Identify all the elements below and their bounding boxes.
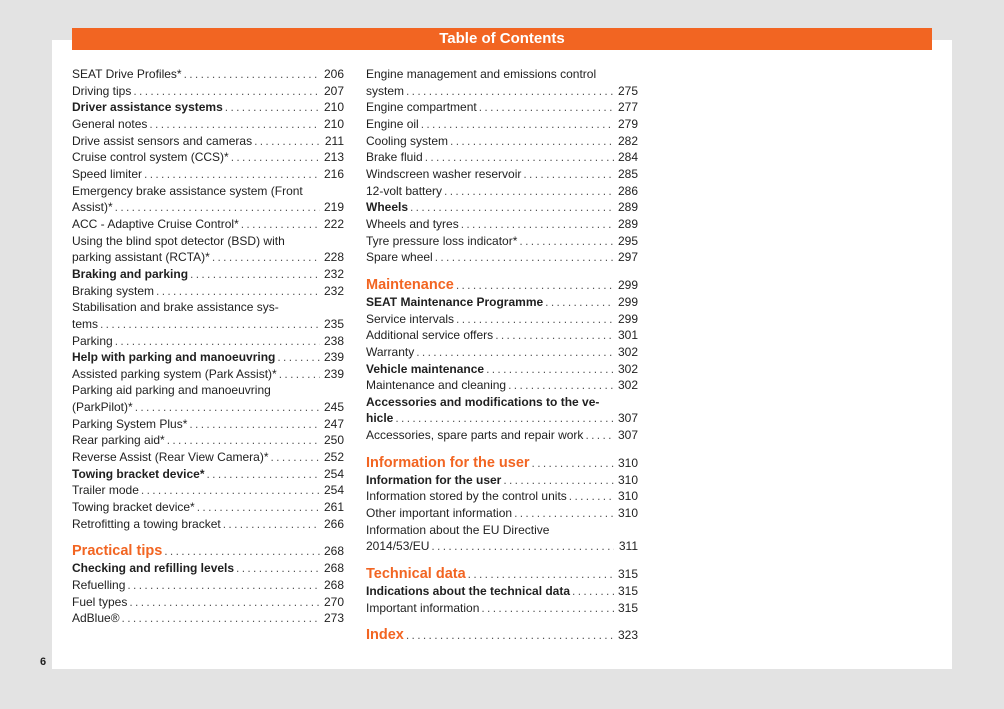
toc-entry-fuel-types[interactable] — [72, 594, 344, 611]
toc-entry-label: Technical data — [366, 566, 466, 583]
toc-entry-label: Wheels — [366, 200, 409, 215]
toc-section-practical-tips[interactable] — [72, 542, 344, 560]
dot-leader — [572, 583, 614, 600]
dot-leader — [508, 377, 614, 394]
toc-page-number: 254 — [323, 483, 344, 498]
dot-leader — [416, 344, 614, 361]
toc-entry-assist[interactable] — [72, 199, 344, 216]
toc-entry-line — [366, 66, 638, 83]
dot-leader — [129, 594, 320, 611]
toc-entry-information-for-the-user[interactable] — [366, 472, 638, 489]
toc-entry-line — [72, 233, 344, 250]
toc-entry-label: Additional service offers — [366, 328, 494, 343]
toc-page-number: 323 — [617, 628, 638, 643]
toc-page-number: 232 — [323, 266, 344, 281]
toc-entry-indications-about-the-technical-data[interactable] — [366, 583, 638, 600]
toc-page-number: 268 — [323, 544, 344, 559]
toc-page-number: 311 — [618, 539, 638, 554]
dot-leader — [486, 361, 614, 378]
toc-entry-label: Maintenance — [366, 276, 454, 293]
toc-entry-other-important-information[interactable] — [366, 505, 638, 522]
toc-page-number: 213 — [323, 150, 344, 165]
toc-entry-engine-oil[interactable] — [366, 116, 638, 133]
toc-page-number: 310 — [617, 489, 638, 504]
page-number: 6 — [40, 656, 47, 668]
dot-leader — [223, 516, 320, 533]
dot-leader — [190, 266, 320, 283]
toc-entry-label: parking assistant (RCTA)* — [72, 250, 210, 265]
toc-entry-label: Braking system — [72, 283, 155, 298]
dot-leader — [141, 482, 320, 499]
toc-entry-label: Practical tips — [72, 543, 163, 560]
toc-page-number: 239 — [323, 366, 344, 381]
toc-entry-label: Checking and refilling levels — [72, 561, 235, 576]
dot-leader — [519, 233, 614, 250]
toc-entry-tyre-pressure-loss-indicator[interactable] — [366, 233, 638, 250]
dot-leader — [144, 166, 320, 183]
dot-leader — [514, 505, 614, 522]
toc-entry-windscreen-washer-reservoir[interactable] — [366, 166, 638, 183]
toc-entry-spare-wheel[interactable] — [366, 249, 638, 266]
toc-entry-label: Emergency brake assistance system (Front — [72, 183, 303, 198]
toc-entry-adblue[interactable] — [72, 610, 344, 627]
toc-entry-label: Parking aid parking and manoeuvring — [72, 383, 271, 398]
toc-page-number: 210 — [323, 116, 344, 131]
dot-leader — [481, 600, 614, 617]
toc-page-number: 286 — [617, 183, 638, 198]
dot-leader — [184, 66, 320, 83]
toc-page-number: 284 — [617, 150, 638, 165]
toc-entry-drive-assist-sensors-and-cameras[interactable] — [72, 133, 344, 150]
dot-leader — [271, 449, 320, 466]
toc-entry-label: tems — [72, 316, 99, 331]
toc-page-number: 307 — [617, 411, 638, 426]
toc-entry-label: Using the blind spot detector (BSD) with — [72, 233, 285, 248]
toc-page-number: 273 — [323, 611, 344, 626]
toc-entry-label: Accessories and modifications to the ve- — [366, 394, 600, 409]
dot-leader — [406, 626, 614, 644]
toc-entry-label: hicle — [366, 411, 394, 426]
toc-entry-cooling-system[interactable] — [366, 133, 638, 150]
toc-banner: Table of Contents — [72, 28, 932, 50]
toc-entry-label: Cruise control system (CCS)* — [72, 150, 229, 165]
dot-leader — [523, 166, 614, 183]
dot-leader — [421, 116, 614, 133]
toc-entry-trailer-mode[interactable] — [72, 482, 344, 499]
toc-entry-12-volt-battery[interactable] — [366, 183, 638, 200]
toc-entry-label: Information for the user — [366, 472, 502, 487]
dot-leader — [212, 249, 320, 266]
toc-page-number: 252 — [323, 450, 344, 465]
dot-leader — [569, 488, 614, 505]
toc-entry-label: Speed limiter — [72, 166, 143, 181]
toc-entry-label: Stabilisation and brake assistance sys- — [72, 300, 279, 315]
toc-entry-seat-maintenance-programme[interactable] — [366, 294, 638, 311]
dot-leader — [435, 249, 614, 266]
toc-entry-label: Parking System Plus* — [72, 416, 188, 431]
dot-leader — [167, 432, 320, 449]
dot-leader — [164, 542, 320, 560]
toc-entry-label: Brake fluid — [366, 150, 423, 165]
dot-leader — [236, 560, 320, 577]
dot-leader — [156, 283, 320, 300]
toc-entry-label: Trailer mode — [72, 483, 139, 498]
toc-page-number: 207 — [323, 83, 344, 98]
toc-entry-label: Fuel types — [72, 594, 128, 609]
dot-leader — [127, 577, 320, 594]
toc-page-number: 299 — [617, 311, 638, 326]
toc-entry-acc-adaptive-cruise-control[interactable] — [72, 216, 344, 233]
toc-page-number: 297 — [617, 250, 638, 265]
toc-entry-label: Windscreen washer reservoir — [366, 166, 522, 181]
toc-entry-vehicle-maintenance[interactable] — [366, 361, 638, 378]
toc-entry-help-with-parking-and-manoeuvring[interactable] — [72, 349, 344, 366]
dot-leader — [585, 427, 614, 444]
toc-page-number: 310 — [617, 455, 638, 470]
toc-entry-refuelling[interactable] — [72, 577, 344, 594]
dot-leader — [444, 183, 614, 200]
dot-leader — [395, 410, 614, 427]
toc-section-index[interactable] — [366, 626, 638, 644]
toc-page-number: 295 — [617, 233, 638, 248]
toc-page-number: 268 — [323, 561, 344, 576]
toc-entry-label: Service intervals — [366, 311, 455, 326]
toc-entry-label: General notes — [72, 116, 148, 131]
toc-page-number: 216 — [323, 166, 344, 181]
dot-leader — [197, 499, 320, 516]
toc-entry-parking-assistant-rcta[interactable] — [72, 249, 344, 266]
toc-entry-label: Information for the user — [366, 454, 530, 471]
toc-entry-assisted-parking-system-park-assist[interactable] — [72, 366, 344, 383]
toc-entry-label: Towing bracket device* — [72, 500, 195, 515]
dot-leader — [479, 99, 614, 116]
toc-entry-label: Engine compartment — [366, 100, 477, 115]
toc-entry-label: Engine oil — [366, 116, 419, 131]
toc-entry-label: SEAT Drive Profiles* — [72, 67, 182, 81]
toc-entry-label: Refuelling — [72, 578, 126, 593]
toc-entry-label: Reverse Assist (Rear View Camera)* — [72, 450, 269, 465]
toc-page-number: 275 — [617, 83, 638, 98]
toc-entry-service-intervals[interactable] — [366, 311, 638, 328]
toc-page-number: 299 — [617, 277, 638, 292]
toc-entry-label: Assist)* — [72, 200, 113, 215]
toc-entry-braking-system[interactable] — [72, 283, 344, 300]
toc-entry-reverse-assist-rear-view-camera[interactable] — [72, 449, 344, 466]
toc-page-number: 301 — [617, 328, 638, 343]
toc-entry-label: (ParkPilot)* — [72, 400, 133, 415]
dot-leader — [133, 83, 320, 100]
dot-leader — [410, 199, 614, 216]
toc-page-number: 289 — [617, 200, 638, 215]
toc-entry-label: Cooling system — [366, 133, 449, 148]
dot-leader — [231, 149, 320, 166]
toc-section-maintenance[interactable] — [366, 276, 638, 294]
toc-column-right — [366, 66, 638, 644]
toc-page-number: 285 — [617, 166, 638, 181]
toc-page-number: 315 — [617, 567, 638, 582]
toc-entry-towing-bracket-device[interactable] — [72, 499, 344, 516]
toc-page-number: 302 — [617, 361, 638, 376]
toc-entry-label: Driver assistance systems — [72, 100, 223, 115]
toc-entry-label: Important information — [366, 600, 480, 615]
toc-entry-line — [72, 183, 344, 200]
toc-entry-speed-limiter[interactable] — [72, 166, 344, 183]
toc-entry-label: Spare wheel — [366, 250, 433, 265]
dot-leader — [456, 311, 614, 328]
toc-entry-information-stored-by-the-control-units[interactable] — [366, 488, 638, 505]
toc-page-number: 268 — [323, 578, 344, 593]
toc-entry-line — [366, 394, 638, 411]
toc-page-number: 270 — [323, 594, 344, 609]
toc-page-number: 277 — [617, 100, 638, 115]
toc-entry-label: Information about the EU Directive — [366, 522, 550, 537]
dot-leader — [503, 472, 614, 489]
toc-page-number: 279 — [617, 116, 638, 131]
toc-entry-label: Engine management and emissions control — [366, 67, 597, 81]
dot-leader — [431, 538, 614, 555]
toc-entry-label: Braking and parking — [72, 266, 189, 281]
toc-entry-label: Tyre pressure loss indicator* — [366, 233, 518, 248]
toc-entry-label: ACC - Adaptive Cruise Control* — [72, 216, 239, 231]
dot-leader — [115, 333, 320, 350]
toc-entry-maintenance-and-cleaning[interactable] — [366, 377, 638, 394]
toc-entry-label: Retrofitting a towing bracket — [72, 516, 221, 531]
toc-entry-parking[interactable] — [72, 333, 344, 350]
toc-page-number: 299 — [617, 294, 638, 309]
dot-leader — [425, 149, 614, 166]
toc-entry-parkpilot[interactable] — [72, 399, 344, 416]
toc-section-technical-data[interactable] — [366, 565, 638, 583]
toc-entry-tems[interactable] — [72, 316, 344, 333]
toc-entry-2014-53-eu[interactable] — [366, 538, 638, 555]
toc-entry-important-information[interactable] — [366, 600, 638, 617]
toc-entry-system[interactable] — [366, 83, 638, 100]
toc-page-number: 315 — [617, 600, 638, 615]
toc-entry-wheels[interactable] — [366, 199, 638, 216]
toc-entry-brake-fluid[interactable] — [366, 149, 638, 166]
toc-entry-towing-bracket-device[interactable] — [72, 466, 344, 483]
toc-entry-parking-system-plus[interactable] — [72, 416, 344, 433]
toc-entry-label: Other important information — [366, 506, 513, 521]
toc-entry-braking-and-parking[interactable] — [72, 266, 344, 283]
toc-entry-retrofitting-a-towing-bracket[interactable] — [72, 516, 344, 533]
toc-page-number: 245 — [323, 400, 344, 415]
dot-leader — [254, 133, 320, 150]
toc-page-number: 211 — [324, 133, 344, 148]
toc-entry-label: Warranty — [366, 344, 415, 359]
dot-leader — [545, 294, 614, 311]
toc-entry-line — [72, 382, 344, 399]
toc-page-number: 247 — [323, 416, 344, 431]
toc-entry-label: Driving tips — [72, 83, 132, 98]
dot-leader — [468, 565, 614, 583]
dot-leader — [189, 416, 320, 433]
toc-entry-checking-and-refilling-levels[interactable] — [72, 560, 344, 577]
toc-page-number: 315 — [617, 584, 638, 599]
dot-leader — [450, 133, 614, 150]
toc-entry-driving-tips[interactable] — [72, 83, 344, 100]
toc-entry-label: Rear parking aid* — [72, 433, 165, 448]
toc-entry-label: Help with parking and manoeuvring — [72, 350, 276, 365]
toc-entry-label: SEAT Maintenance Programme — [366, 294, 544, 309]
toc-entry-label: system — [366, 83, 405, 98]
toc-page-number: 289 — [617, 216, 638, 231]
dot-leader — [207, 466, 321, 483]
toc-page-number: 222 — [323, 216, 344, 231]
toc-page-number: 232 — [323, 283, 344, 298]
toc-page-number: 238 — [323, 333, 344, 348]
toc-entry-general-notes[interactable] — [72, 116, 344, 133]
toc-entry-line — [72, 299, 344, 316]
toc-entry-seat-drive-profiles[interactable] — [72, 66, 344, 83]
dot-leader — [149, 116, 320, 133]
toc-entry-label: Indications about the technical data — [366, 584, 571, 599]
toc-entry-hicle[interactable] — [366, 410, 638, 427]
toc-page-number: 210 — [323, 100, 344, 115]
toc-page-number: 228 — [323, 250, 344, 265]
dot-leader — [135, 399, 320, 416]
toc-entry-driver-assistance-systems[interactable] — [72, 99, 344, 116]
toc-entry-label: Wheels and tyres — [366, 216, 459, 231]
toc-entry-cruise-control-system-ccs[interactable] — [72, 149, 344, 166]
toc-entry-line — [366, 522, 638, 539]
dot-leader — [495, 327, 614, 344]
dot-leader — [122, 610, 320, 627]
toc-entry-warranty[interactable] — [366, 344, 638, 361]
toc-entry-label: AdBlue® — [72, 611, 120, 626]
toc-entry-engine-compartment[interactable] — [366, 99, 638, 116]
toc-section-information-for-the-user[interactable] — [366, 454, 638, 472]
toc-entry-accessories-spare-parts-and-repair-work[interactable] — [366, 427, 638, 444]
dot-leader — [100, 316, 320, 333]
toc-page-number: 302 — [617, 378, 638, 393]
toc-page-number: 239 — [323, 350, 344, 365]
toc-page-number: 307 — [617, 428, 638, 443]
toc-page-number: 235 — [323, 316, 344, 331]
toc-entry-label: Vehicle maintenance — [366, 361, 485, 376]
toc-page-number: 219 — [323, 200, 344, 215]
dot-leader — [406, 83, 614, 100]
toc-page-number: 266 — [323, 516, 344, 531]
dot-leader — [277, 349, 320, 366]
dot-leader — [241, 216, 320, 233]
toc-entry-wheels-and-tyres[interactable] — [366, 216, 638, 233]
dot-leader — [225, 99, 320, 116]
dot-leader — [461, 216, 614, 233]
toc-entry-label: Information stored by the control units — [366, 489, 567, 504]
dot-leader — [456, 276, 614, 294]
dot-leader — [279, 366, 320, 383]
toc-page-number: 261 — [323, 500, 344, 515]
dot-leader — [115, 199, 320, 216]
toc-entry-label: Towing bracket device* — [72, 466, 205, 481]
toc-entry-additional-service-offers[interactable] — [366, 327, 638, 344]
toc-entry-label: Assisted parking system (Park Assist)* — [72, 366, 277, 381]
toc-column-left — [72, 66, 344, 627]
toc-entry-label: 2014/53/EU — [366, 539, 430, 554]
toc-entry-label: Accessories, spare parts and repair work — [366, 428, 584, 443]
toc-entry-rear-parking-aid[interactable] — [72, 432, 344, 449]
dot-leader — [532, 454, 614, 472]
toc-page-number: 282 — [617, 133, 638, 148]
toc-page-number: 310 — [617, 472, 638, 487]
toc-entry-label: Index — [366, 627, 404, 644]
toc-page-number: 254 — [323, 466, 344, 481]
toc-entry-label: 12-volt battery — [366, 183, 443, 198]
toc-entry-label: Drive assist sensors and cameras — [72, 133, 253, 148]
toc-entry-label: Parking — [72, 333, 113, 348]
toc-page-number: 302 — [617, 344, 638, 359]
toc-page-number: 206 — [323, 67, 344, 81]
toc-page-number: 310 — [617, 506, 638, 521]
toc-page-number: 250 — [323, 433, 344, 448]
toc-entry-label: Maintenance and cleaning — [366, 378, 507, 393]
